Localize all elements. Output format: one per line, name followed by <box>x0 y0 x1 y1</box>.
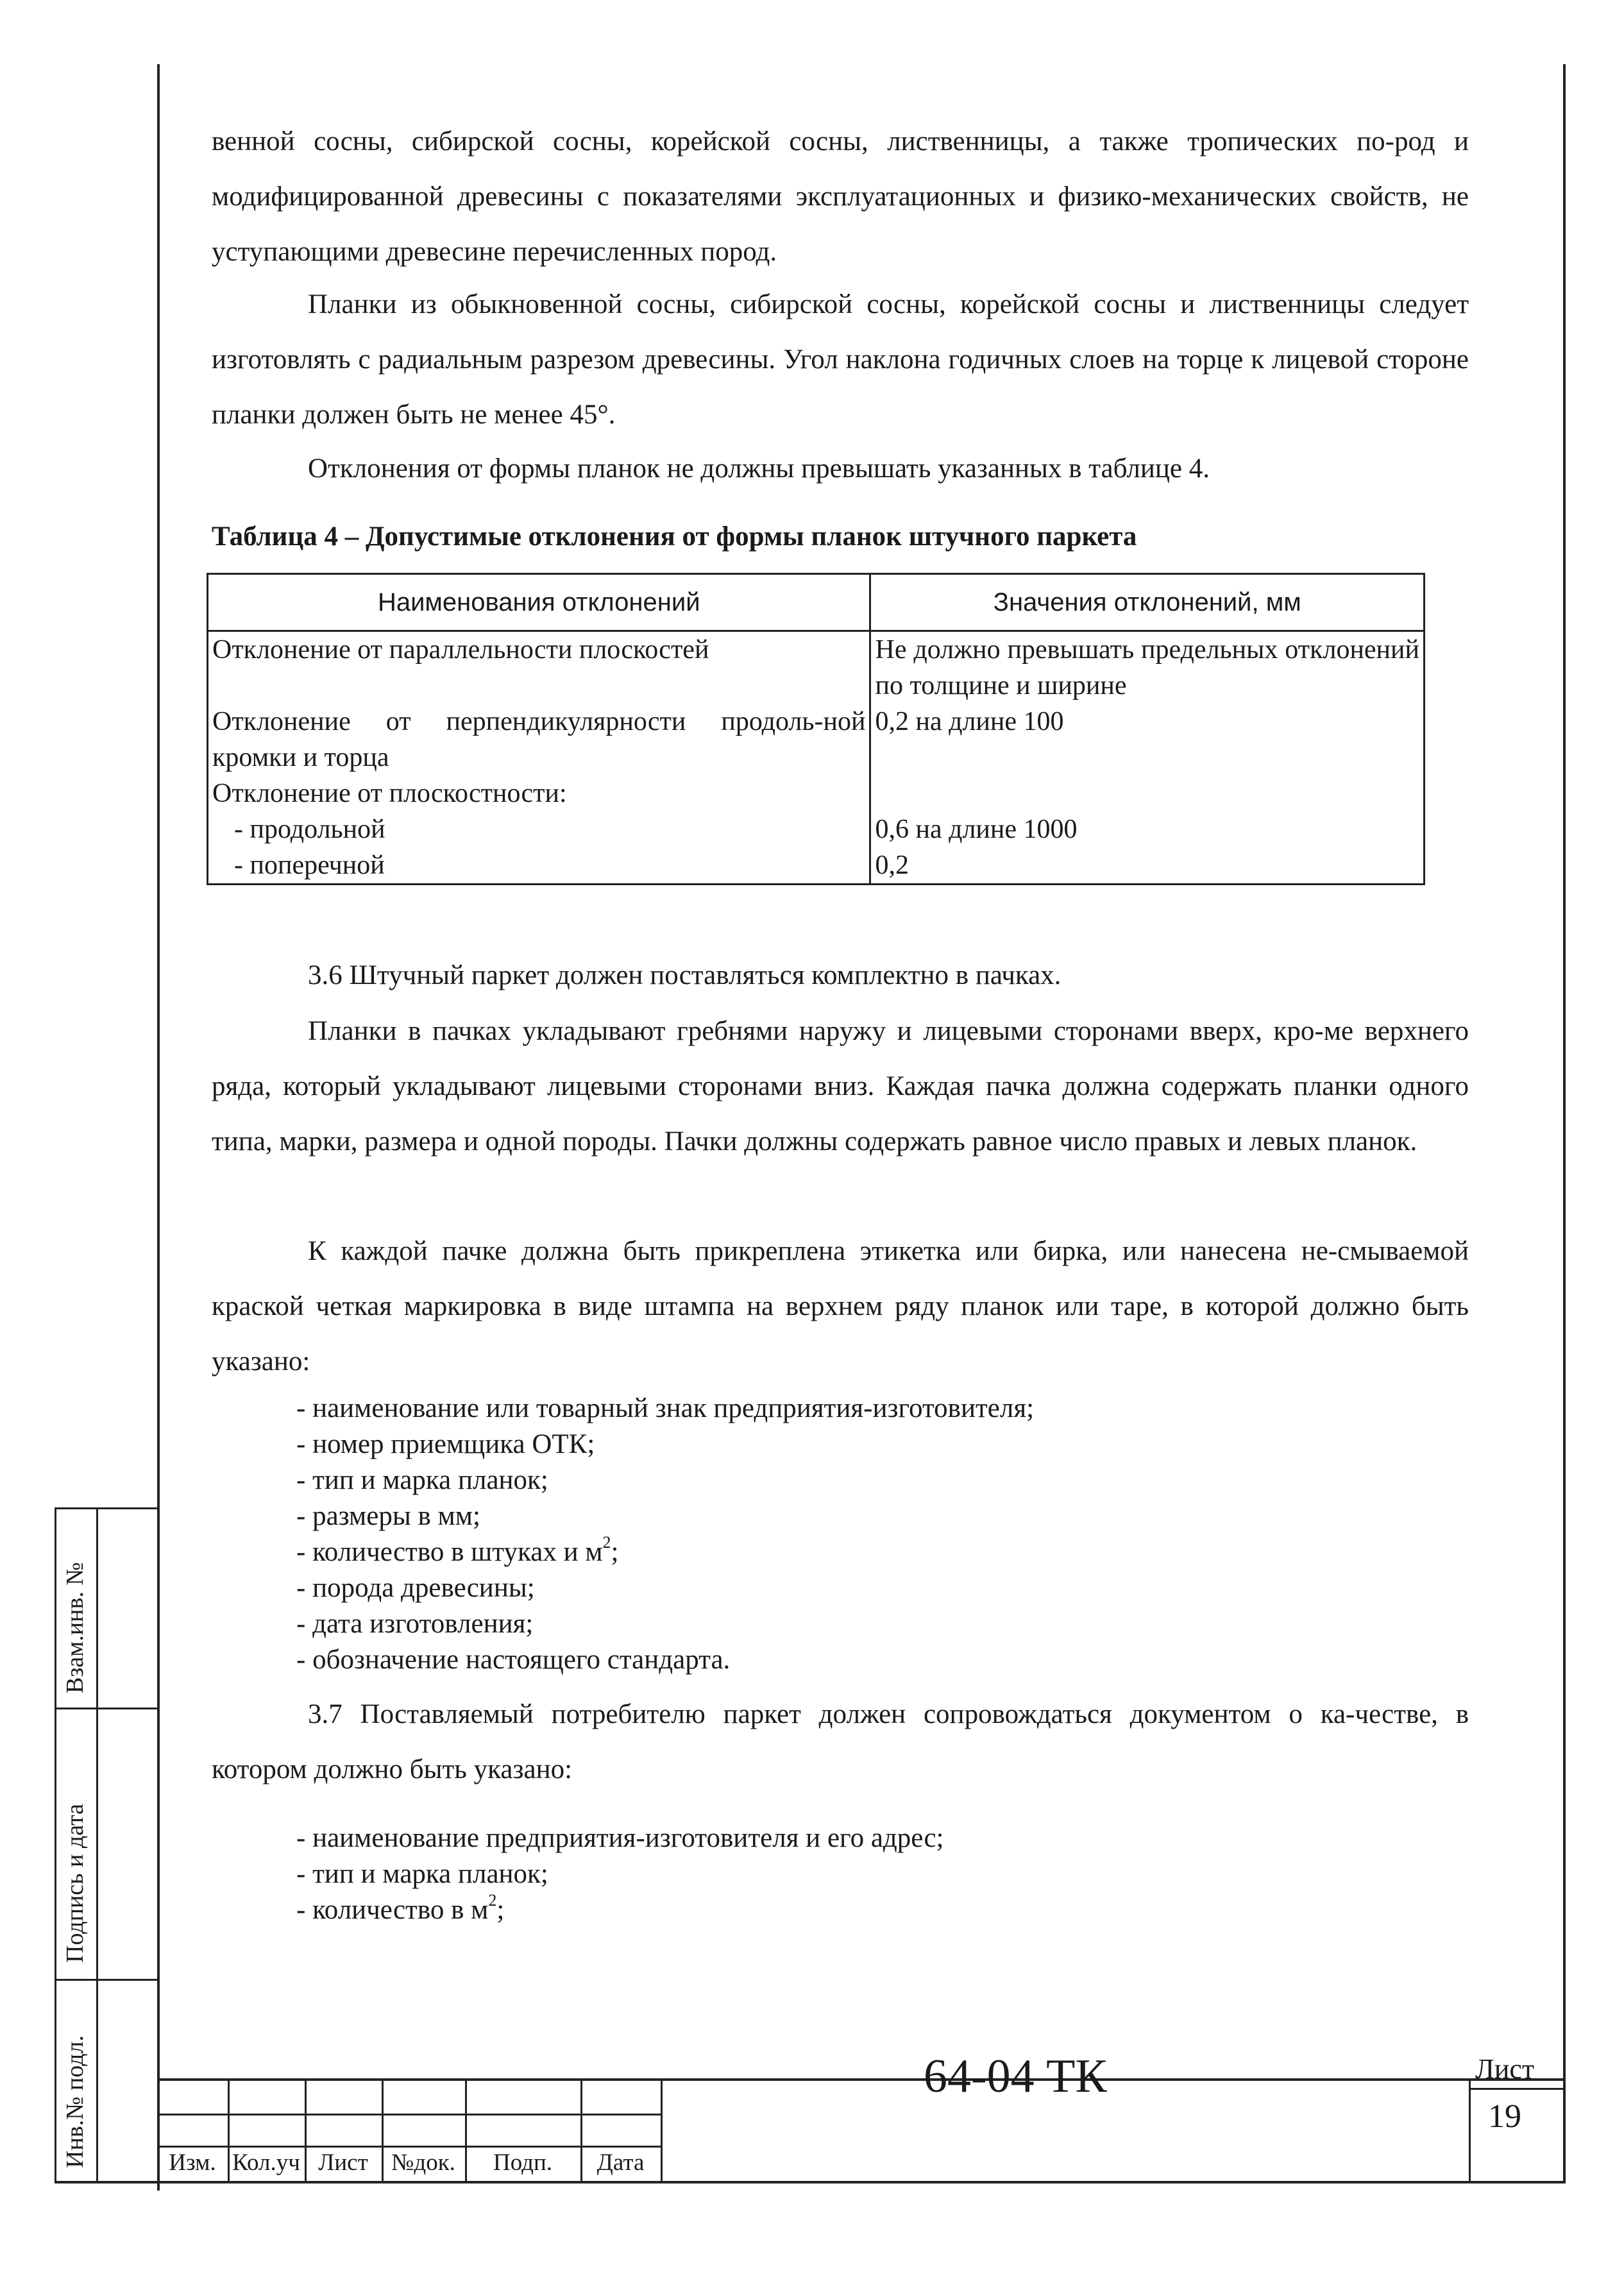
document-code: 64-04 ТК <box>924 2050 1107 2103</box>
side-strip-line-1 <box>55 1708 160 1709</box>
stamp-col-list: Лист <box>318 2149 368 2176</box>
side-strip-outer <box>55 1507 56 2183</box>
stamp-row-line-2 <box>157 2146 661 2148</box>
frame-bottom-border <box>55 2181 1566 2183</box>
list-item <box>296 1892 944 1928</box>
sheet-label: Лист <box>1475 2053 1535 2085</box>
paragraph-2: Планки из обыкновенной сосны, сибирской сосны, корейской сосны и лиственницы следует изготовлять с радиальным разрезом древесины. Угол наклона годичных слоев на торце к лицевой стороне планки должен быть не менее 45°. <box>212 289 1469 430</box>
side-label-inv: Инв.№ подл. <box>62 2035 89 2168</box>
quality-doc-list <box>296 1820 944 1928</box>
frame-right-border <box>1563 64 1566 2181</box>
table-header-cell: Наименования отклонений <box>208 574 870 631</box>
list-item-tail: ; <box>496 1895 505 1925</box>
marking-list <box>296 1391 1034 1678</box>
table-cell: Отклонение от плоскостности: <box>208 776 870 811</box>
table-header-cell: Значения отклонений, мм <box>870 574 1425 631</box>
side-strip-divider <box>96 1507 98 2183</box>
side-label-podpis: Подпись и дата <box>62 1803 89 1963</box>
table-cell: 0,2 <box>870 847 1425 885</box>
table-row <box>208 631 1425 704</box>
list-item-text: - количество в м <box>296 1895 489 1925</box>
table-row <box>208 811 1425 847</box>
table-cell: 0,6 на длине 1000 <box>870 811 1425 847</box>
list-item: - порода древесины; <box>296 1573 535 1603</box>
table-row <box>208 776 1425 811</box>
superscript: 2 <box>602 1533 611 1552</box>
stamp-col-ndok: №док. <box>391 2149 455 2176</box>
deviation-table <box>207 573 1425 885</box>
table-cell: - продольной <box>208 811 870 847</box>
frame-left-border <box>157 64 160 2191</box>
list-item: - наименование предприятия-изготовителя и его адрес; <box>296 1823 944 1853</box>
table-title: Таблица 4 – Допустимые отклонения от формы планок штучного паркета <box>212 521 1137 552</box>
table-header-row <box>208 574 1425 631</box>
stamp-col-kol: Кол.уч <box>232 2149 300 2176</box>
stamp-col-izm: Изм. <box>169 2149 216 2176</box>
superscript: 2 <box>488 1891 497 1910</box>
list-item: - дата изготовления; <box>296 1609 534 1639</box>
table-cell <box>870 776 1425 811</box>
list-item: - тип и марка планок; <box>296 1465 548 1495</box>
table-row <box>208 847 1425 885</box>
list-item: - тип и марка планок; <box>296 1859 548 1889</box>
paragraph-3: Отклонения от формы планок не должны превышать указанных в таблице 4. <box>308 454 1210 484</box>
stamp-sheet-line <box>1469 2088 1563 2090</box>
paragraph-7: 3.7 Поставляемый потребителю паркет должен сопровождаться документом о ка-честве, в котором должно быть указано: <box>212 1699 1469 1785</box>
table-row <box>208 704 1425 776</box>
list-item: - размеры в мм; <box>296 1501 480 1531</box>
paragraph-6: К каждой пачке должна быть прикреплена этикетка или бирка, или нанесена не-смываемой краской четкая маркировка в виде штампа на верхнем ряду планок или таре, в которой должно быть указано: <box>212 1236 1469 1377</box>
side-strip-line-2 <box>55 1979 160 1981</box>
table-cell: - поперечной <box>208 847 870 885</box>
paragraph-5: Планки в пачках укладывают гребнями наружу и лицевыми сторонами вверх, кро-ме верхнего ряда, который укладывают лицевыми сторонами вниз. Каждая пачка должна содержать планки одного типа, марки, размера и одной породы. Пачки должны содержать равное число правых и левых планок. <box>212 1016 1469 1157</box>
list-item: - номер приемщика ОТК; <box>296 1429 595 1459</box>
table-cell: Отклонение от перпендикулярности продоль-ной кромки и торца <box>208 704 870 776</box>
stamp-col-data: Дата <box>596 2149 645 2176</box>
stamp-top-line <box>157 2078 1563 2081</box>
paragraph-1: венной сосны, сибирской сосны, корейской сосны, лиственницы, а также тропических по-род и модифицированной древесины с показателями эксплуатационных и физико-механических свойств, не уступающими древесине перечисленных пород. <box>212 126 1469 267</box>
stamp-row-line-1 <box>157 2114 661 2115</box>
list-item-text: - количество в штуках и м <box>296 1537 603 1567</box>
side-label-vzam: Взам.инв. № <box>62 1562 89 1693</box>
stamp-sheet-divider <box>1469 2078 1471 2182</box>
table-cell: 0,2 на длине 100 <box>870 704 1425 776</box>
sheet-number: 19 <box>1488 2098 1521 2135</box>
table-cell: Отклонение от параллельности плоскостей <box>208 631 870 704</box>
list-item <box>296 1534 1034 1570</box>
list-item: - обозначение настоящего стандарта. <box>296 1645 731 1675</box>
paragraph-4: 3.6 Штучный паркет должен поставляться комплектно в пачках. <box>308 960 1062 990</box>
list-item-tail: ; <box>611 1537 619 1567</box>
side-strip-top <box>55 1507 160 1509</box>
stamp-col-podp: Подп. <box>493 2149 553 2176</box>
table-cell: Не должно превышать предельных отклонений по толщине и ширине <box>870 631 1425 704</box>
stamp-col-line <box>661 2078 663 2182</box>
list-item: - наименование или товарный знак предприятия-изготовителя; <box>296 1393 1035 1423</box>
